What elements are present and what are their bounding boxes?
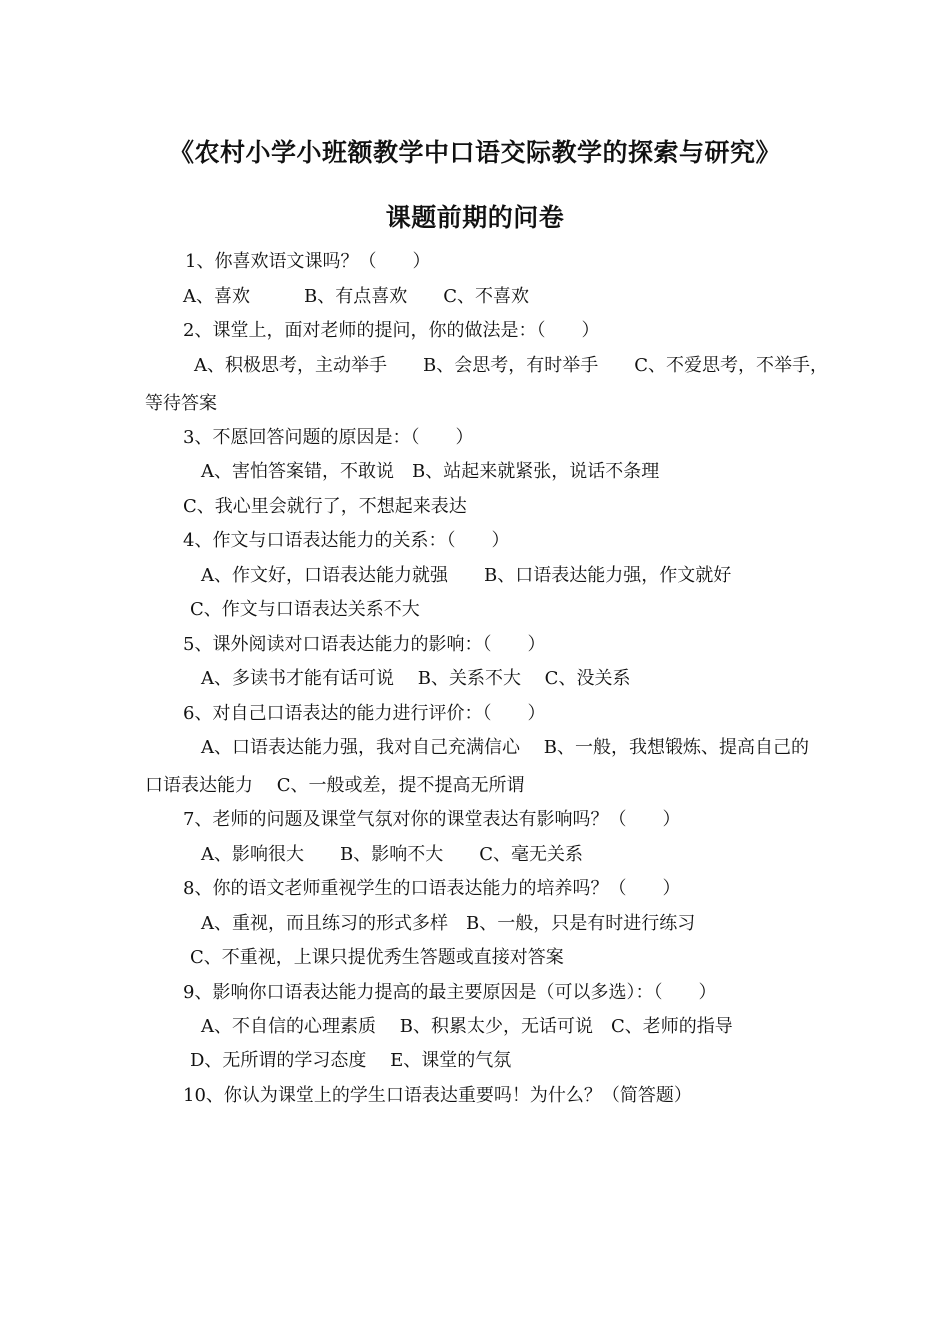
question-10: 10、你认为课堂上的学生口语表达重要吗！为什么？（简答题） [183,1085,692,1106]
document-title: 《农村小学小班额教学中口语交际教学的探索与研究》 [168,138,781,167]
question-9-options-cont: D、无所谓的学习态度 E、课堂的气氛 [190,1050,512,1071]
question-8-options: A、重视，而且练习的形式多样 B、一般，只是有时进行练习 [201,913,696,934]
question-1: 1、你喜欢语文课吗？（ ） [185,251,431,272]
question-4-options-cont: C、作文与口语表达关系不大 [190,599,420,620]
question-5: 5、课外阅读对口语表达能力的影响：（ ） [183,634,546,655]
question-3: 3、不愿回答问题的原因是：（ ） [183,427,474,448]
question-8: 8、你的语文老师重视学生的口语表达能力的培养吗？（ ） [183,878,681,899]
question-9-options: A、不自信的心理素质 B、积累太少，无话可说 C、老师的指导 [201,1016,733,1037]
question-4-options: A、作文好，口语表达能力就强 B、口语表达能力强，作文就好 [201,565,732,586]
question-6-options-cont: 口语表达能力 C、一般或差，提不提高无所谓 [145,775,525,796]
question-8-options-cont: C、不重视，上课只提优秀生答题或直接对答案 [190,947,564,968]
question-9: 9、影响你口语表达能力提高的最主要原因是（可以多选）：（ ） [183,982,717,1003]
question-2-options: A、积极思考，主动举手 B、会思考，有时举手 C、不爱思考，不举手， [194,355,828,376]
question-1-options: A、喜欢 B、有点喜欢 C、不喜欢 [183,286,529,307]
document-subtitle: 课题前期的问卷 [385,203,565,232]
question-2: 2、课堂上，面对老师的提问，你的做法是：（ ） [183,320,600,341]
question-7-options: A、影响很大 B、影响不大 C、毫无关系 [201,844,583,865]
question-3-options-cont: C、我心里会就行了，不想起来表达 [183,496,467,517]
question-7: 7、老师的问题及课堂气氛对你的课堂表达有影响吗？（ ） [183,809,681,830]
question-3-options: A、害怕答案错，不敢说 B、站起来就紧张，说话不条理 [201,461,660,482]
question-5-options: A、多读书才能有话可说 B、关系不大 C、没关系 [201,668,631,689]
question-6: 6、对自己口语表达的能力进行评价：（ ） [183,703,546,724]
question-2-options-cont: 等待答案 [145,393,217,414]
question-4: 4、作文与口语表达能力的关系：（ ） [183,530,510,551]
question-6-options: A、口语表达能力强，我对自己充满信心 B、一般，我想锻炼、提高自己的 [201,737,809,758]
